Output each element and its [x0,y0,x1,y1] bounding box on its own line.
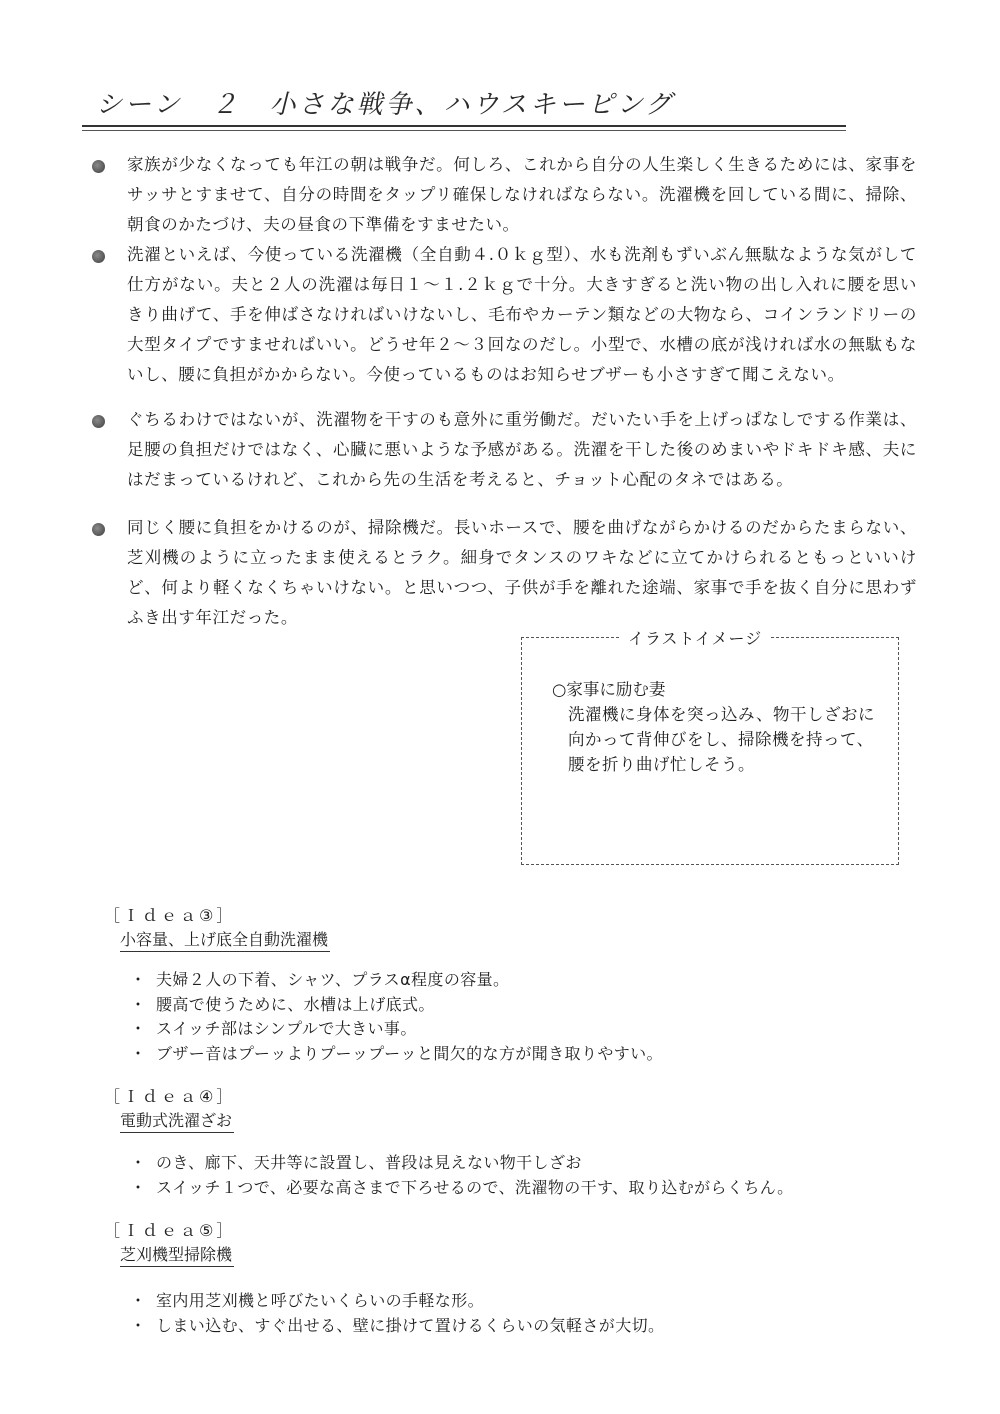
list-marker: ・ [130,1043,147,1063]
paragraph-3 [92,405,922,495]
bullet-icon [92,160,105,173]
list-item-text: 腰高で使うために、水槽は上げ底式。 [156,994,435,1014]
list-item [130,968,663,993]
bullet-icon [92,415,105,428]
list-item-text: スイッチ１つで、必要な高さまで下ろせるので、洗濯物の干す、取り込むがらくちん。 [156,1177,794,1197]
illustration-box [521,629,899,865]
list-item [130,1176,794,1201]
paragraph-text: ぐちるわけではないが、洗濯物を干すのも意外に重労働だ。だいたい手を上げっぱなしでする作業は、足腰の負担だけではなく、心臓に悪いような予感がある。洗濯を干した後のめまいやドキドキ感、夫にはだまっているけれど、これから先の生活を考えると、チョット心配のタネではある。 [127,410,917,489]
list-item [130,1151,794,1176]
bullet-icon [92,523,105,536]
illustration-heading: イラストイメージ [620,626,770,649]
idea-3-name: 小容量、上げ底全自動洗濯機 [120,927,330,952]
list-marker: ・ [130,1019,147,1038]
list-item-text: ブザー音はプーッよりプーップーッと間欠的な方が聞き取りやすい。 [156,1043,663,1063]
list-item [130,1289,664,1314]
paragraph-4 [92,513,922,633]
list-item [130,993,663,1018]
paragraph-text: 家族が少なくなっても年江の朝は戦争だ。何しろ、これから自分の人生楽しく生きるためには、家事をサッサとすませて、自分の時間をタップリ確保しなければならない。洗濯機を回している間に、掃除、朝食のかたづけ、夫の昼食の下準備をすませたい。 [127,155,917,234]
list-item [130,1042,663,1067]
list-item-text: のき、廊下、天井等に設置し、普段は見えない物干しざお [156,1153,582,1172]
list-item-text: 夫婦２人の下着、シャツ、プラスα程度の容量。 [156,970,510,989]
idea-4-list [130,1151,794,1200]
idea-3-label: ［Ｉｄｅａ③］ [104,906,236,925]
idea-5-list [130,1289,664,1338]
list-marker: ・ [130,1315,147,1335]
idea-4-name: 電動式洗濯ざお [120,1108,234,1133]
idea-4-label: ［Ｉｄｅａ④］ [104,1087,236,1106]
list-item [130,1314,664,1339]
list-item-text: スイッチ部はシンプルで大きい事。 [156,1019,417,1038]
bullet-icon [92,250,105,263]
list-marker: ・ [130,970,147,989]
list-item-text: しまい込む、すぐ出せる、壁に掛けて置けるくらいの気軽さが大切。 [156,1315,665,1335]
list-item [130,1017,663,1042]
scene-title: シーン ２ 小さな戦争、ハウスキーピング [82,84,846,127]
list-marker: ・ [130,1291,147,1310]
list-marker: ・ [130,1153,147,1172]
illustration-description: 洗濯機に身体を突っ込み、物干しざおに向かって背伸びをし、掃除機を持って、腰を折り曲げ忙しそう。 [568,705,875,774]
paragraph-2 [92,240,922,390]
paragraph-text: 同じく腰に負担をかけるのが、掃除機だ。長いホースで、腰を曲げながらかけるのだからたまらない、芝刈機のように立ったまま使えるとラク。細身でタンスのワキなどに立てかけられるともっといいけど、何より軽くなくちゃいけない。と思いつつ、子供が手を離れた途端、家事で手を抜く自分に思わずふき出す年江だった。 [127,518,917,627]
list-item-text: 室内用芝刈機と呼びたいくらいの手軽な形。 [156,1291,485,1310]
paragraph-1 [92,150,922,240]
paragraph-text: 洗濯といえば、今使っている洗濯機（全自動４.０ｋｇ型）、水も洗剤もずいぶん無駄なような気がして仕方がない。夫と２人の洗濯は毎日１～１.２ｋｇで十分。大きすぎると洗い物の出し入れに腰を思いきり曲げて、手を伸ばさなければいけないし、毛布やカーテン類などの大物なら、コインランドリーの大型タイプですませればいい。どうせ年２～３回なのだし。小型で、水槽の底が浅ければ水の無駄もないし、腰に負担がかからない。今使っているものはお知らせブザーも小さすぎて聞こえない。 [127,245,917,384]
idea-5-label: ［Ｉｄｅａ⑤］ [104,1221,236,1240]
idea-3-list [130,968,663,1066]
list-marker: ・ [130,1177,147,1197]
list-marker: ・ [130,994,147,1014]
idea-5-name: 芝刈機型掃除機 [120,1242,234,1267]
illustration-item-title: ○家事に励む妻 [552,680,666,699]
